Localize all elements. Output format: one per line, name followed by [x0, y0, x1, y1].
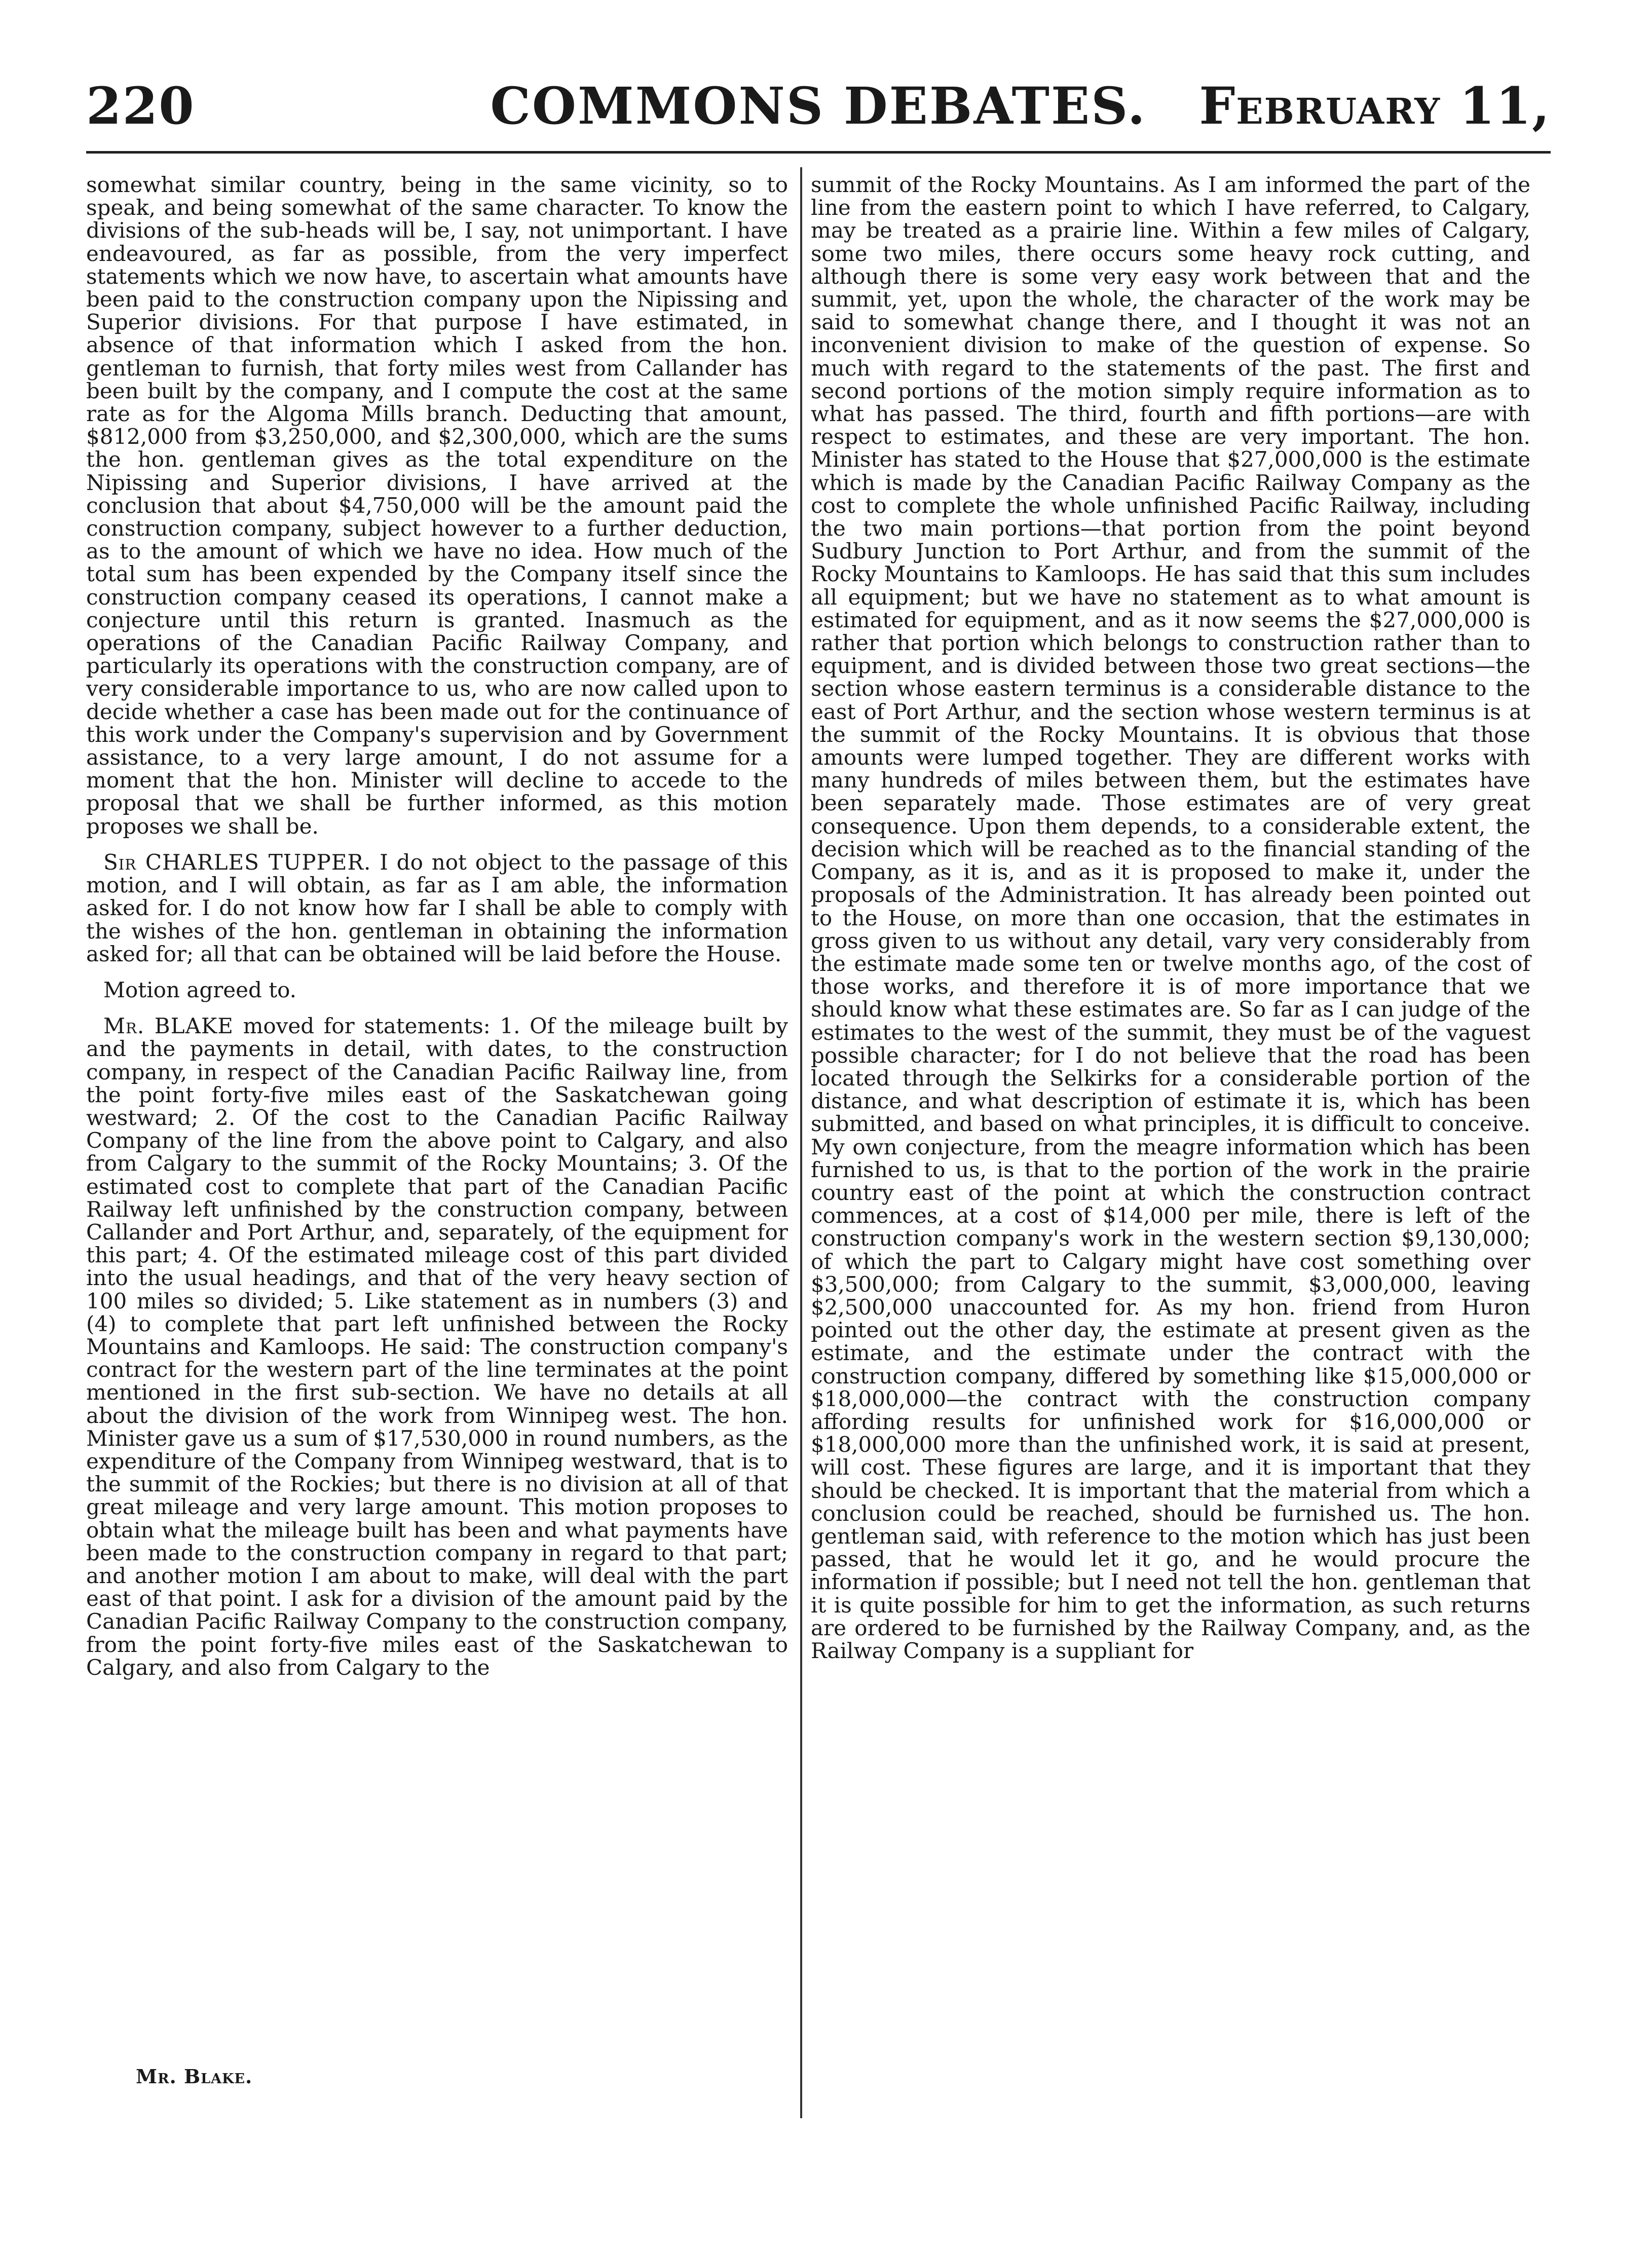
footer-speaker-name: Mr. Blake. — [136, 2065, 253, 2088]
running-title: COMMONS DEBATES. — [490, 76, 1147, 136]
page-header — [86, 76, 1551, 137]
header-date: February 11, — [1199, 76, 1551, 136]
paragraph — [86, 851, 788, 965]
speech-text: moved for statements: 1. Of the mileage built by and the payments in detail, with dates, to the construction company, in respect of the Canadian Pacific Railway line, from the point forty-five miles east of the Saskatchewan going westward; 2. Of the cost to the Canadian Pacific Railway Company of the line from the above point to Calgary, and also from Calgary to the summit of the Rocky Mountains; 3. Of the estimated cost to complete that part of the Canadian Pacific Railway left unfinished by the construction company, between Callander and Port Arthur, and, separately, of the equipment for this part; 4. Of the estimated mileage cost of this part divided into the usual headings, and that of the very heavy section of 100 miles so divided; 5. Like statement as in numbers (3) and (4) to complete that part left unfinished between the Rocky Mountains and Kamloops. He said: The construction company's contract for the western part of the line terminates at the point mentioned in the first sub-section. We have no details at all about the division of the work from Winnipeg west. The hon. Minister gave us a sum of $17,530,000 in round numbers, as the expenditure of the Company from Winnipeg westward, that is to the summit of the Rockies; but there is no division at all of that great mileage and very large amount. This motion proposes to obtain what the mileage built has been and what payments have been made to the construction company in regard to that part; and another motion I am about to make, will deal with the part east of that point. I ask for a division of the amount paid by the Canadian Pacific Railway Company to the construction company, from the point forty-five miles east of the Saskatchewan to Calgary, and also from Calgary to the — [86, 1014, 788, 1680]
speech-text: I do not object to the passage of this motion, and I will obtain, as far as I am able, the information asked for. I do not know how far I shall be able to comply with the wishes of the hon. gentleman in obtaining the information asked for; all that can be obtained will be laid before the House. — [86, 849, 788, 966]
paragraph: somewhat similar country, being in the same vicinity, so to speak, and being somewhat of the same character. To know the divisions of the sub-heads will be, I say, not unimportant. I have endeavoured, as far as possible, from the very imperfect statements which we now have, to ascertain what amounts have been paid to the construction company upon the Nipissing and Superior divisions. For that purpose I have estimated, in absence of that information which I asked from the hon. gentleman to furnish, that forty miles west from Callander has been built by the company, and I compute the cost at the same rate as for the Algoma Mills branch. Deducting that amount, $812,000 from $3,250,000, and $2,300,000, which are the sums the hon. gentleman gives as the total expenditure on the Nipissing and Superior divisions, I have arrived at the conclusion that about $4,750,000 will be the amount paid the construction company, subject however to a further deduction, as to the amount of which we have no idea. How much of the total sum has been expended by the Company itself since the construction company ceased its operations, I cannot make a conjecture until this return is granted. Inasmuch as the operations of the Canadian Pacific Railway Company, and particularly its operations with the construction company, are of very considerable importance to us, who are now called upon to decide whether a case has been made out for the continuance of this work under the Company's supervision and by Government assistance, to a very large amount, I do not assume for a moment that the hon. Minister will decline to accede to the proposal that we shall be further informed, as this motion proposes we shall be. — [86, 172, 788, 839]
page-number: 220 — [86, 76, 195, 136]
right-column — [811, 173, 1530, 1662]
speaker-name: Mr. BLAKE — [103, 1014, 234, 1039]
speaker-name: Sir CHARLES TUPPER. — [103, 849, 371, 875]
motion-result: Motion agreed to. — [103, 977, 297, 1002]
column-divider — [800, 167, 802, 2118]
paragraph — [86, 1015, 788, 1679]
paragraph: summit of the Rocky Mountains. As I am informed the part of the line from the eastern point to which I have referred, to Calgary, may be treated as a prairie line. Within a few miles of Calgary, some two miles, there occurs some heavy rock cutting, and although there is some very easy work between that and the summit, yet, upon the whole, the character of the work may be said to somewhat change there, and I thought it was not an inconvenient division to make of the question of expense. So much with regard to the statements of the past. The first and second portions of the motion simply require information as to what has passed. The third, fourth and fifth portions—are with respect to estimates, and these are very important. The hon. Minister has stated to the House that $27,000,000 is the estimate which is made by the Canadian Pacific Railway Company as the cost to complete the whole unfinished Pacific Railway, including the two main portions—that portion from the point beyond Sudbury Junction to Port Arthur, and from the summit of the Rocky Mountains to Kamloops. He has said that this sum includes all equipment; but we have no statement as to what amount is estimated for equipment, and as it now seems the $27,000,000 is rather that portion which belongs to construction rather than to equipment, and is divided between those two great sections—the section whose eastern terminus is a considerable distance to the east of Port Arthur, and the section whose western terminus is at the summit of the Rocky Mountains. It is obvious that those amounts were lumped together. They are different works with many hundreds of miles between them, but the estimates have been separately made. Those estimates are of very great consequence. Upon them depends, to a considerable extent, the decision which will be reached as to the financial standing of the Company, as it is, and as it is proposed to make it, under the proposals of the Administration. It has already been pointed out to the House, on more than one occasion, that the estimates in gross given to us without any detail, vary very considerably from the estimate made some ten or twelve months ago, of the cost of those works, and therefore it is of more importance that we should know what these estimates are. So far as I can judge of the estimates to the west of the summit, they must be of the vaguest possible character; for I do not believe that the road has been located through the Selkirks for a considerable portion of the distance, and what description of estimate it is, which has been submitted, and based on what principles, it is difficult to conceive. My own conjecture, from the meagre information which has been furnished to us, is that to the portion of the work in the prairie country east of the point at which the construction contract commences, at a cost of $14,000 per mile, there is left of the construction company's work in the western section $9,130,000; of which the part to Calgary might have cost something over $3,500,000; from Calgary to the summit, $3,000,000, leaving $2,500,000 unaccounted for. As my hon. friend from Huron pointed out the other day, the estimate at present given as the estimate, and the estimate under the contract with the construction company, differed by something like $15,000,000 or $18,000,000—the contract with the construction company affording results for unfinished work for $16,000,000 or $18,000,000 more than the unfinished work, it is said at present, will cost. These figures are large, and it is important that they should be checked. It is important that the material from which a conclusion could be reached, should be furnished us. The hon. gentleman said, with reference to the motion which has just been passed, that he would let it go, and he would procure the information if possible; but I need not tell the hon. gentleman that it is quite possible for him to get the information, as such returns are ordered to be furnished by the Railway Company, and, as the Railway Company is a suppliant for — [811, 172, 1530, 1663]
header-rule — [86, 151, 1551, 154]
left-column — [86, 173, 788, 1679]
